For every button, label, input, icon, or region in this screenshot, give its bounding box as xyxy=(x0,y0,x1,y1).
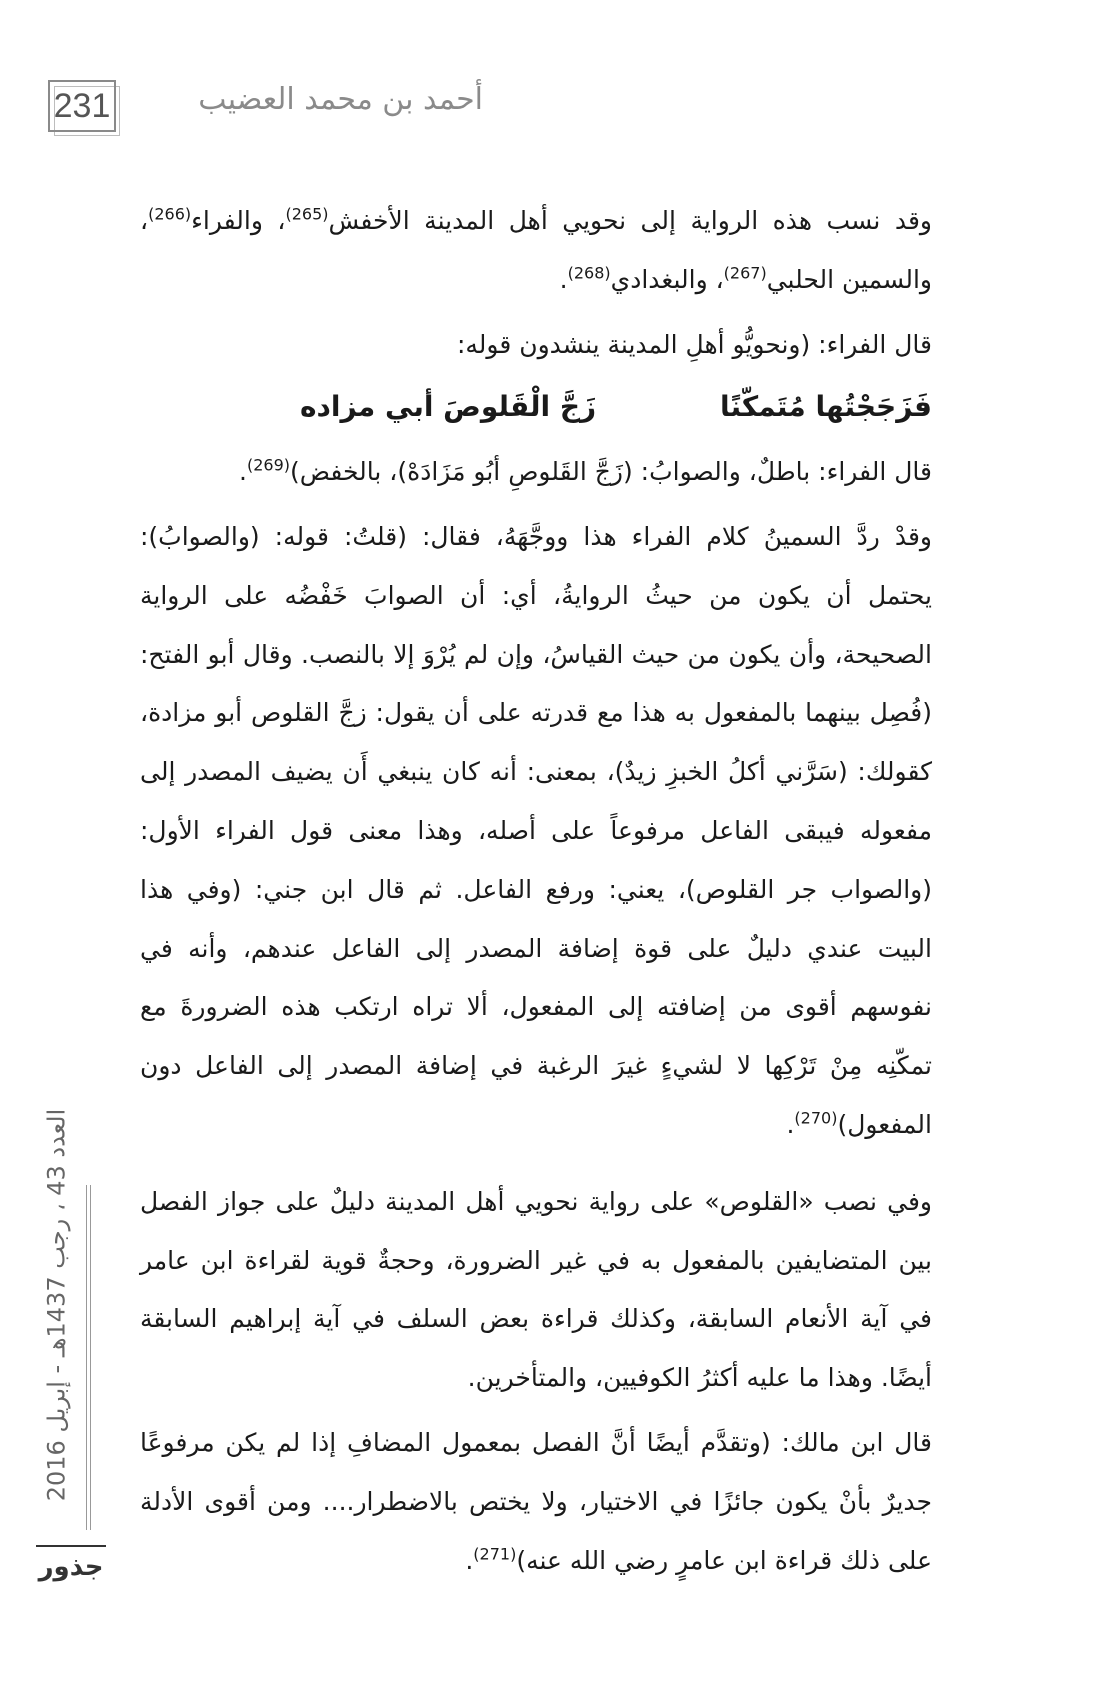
paragraph-2: قال الفراء: (ونحويُّو أهلِ المدينة ينشدون قوله: xyxy=(456,329,932,359)
footnote-ref[interactable]: (265) xyxy=(285,204,329,224)
page-number: 231 xyxy=(48,80,116,132)
footnote-ref[interactable]: (270) xyxy=(794,1108,838,1128)
paragraph-5: وفي نصب «القلوص» على رواية نحويي أهل المدينة دليلٌ على جواز الفصل بين المتضايفين بالمفعول به في غير الضرورة، وحجةٌ قوية لقراءة ابن عامر في آية الأنعام السابقة، وكذلك قراءة بعض السلف في آية إبراهيم السابقة أيضًا. وهذا ما عليه أكثرُ الكوفيين، والمتأخرين. xyxy=(140,1186,932,1393)
verse-second-hemistich: زَجَّ الْقَلوصَ أبي مزاده xyxy=(300,390,597,424)
footnote-ref[interactable]: (269) xyxy=(246,455,290,475)
footnote-ref[interactable]: (266) xyxy=(148,204,192,224)
journal-logo: جذور xyxy=(36,1545,106,1587)
footnote-ref[interactable]: (267) xyxy=(723,263,767,283)
paragraph-1: وقد نسب هذه الرواية إلى نحويي أهل المدينة الأخفش$^{(265)}$، والفراء$^{(266)}$، والسمين الحلبي$^{(267)}$، والبغدادي$^{(268)}$. xyxy=(140,204,932,294)
verse-first-hemistich: فَزَجَجْتُها مُتَمكّنًا xyxy=(719,390,932,424)
page-header xyxy=(0,80,1103,150)
paragraph-3: قال الفراء: باطلٌ، والصوابُ: (زَجَّ القَلوصِ أبُو مَزَادَهْ)، بالخفض)$^{(269)}$. xyxy=(239,455,932,487)
main-text xyxy=(140,192,932,1590)
issue-sidebar xyxy=(36,1090,76,1520)
author-name: أحمد بن محمد العضيب xyxy=(198,82,483,117)
sidebar-divider xyxy=(86,1185,87,1530)
footnote-ref[interactable]: (271) xyxy=(473,1544,517,1564)
poetry-verse xyxy=(140,378,932,437)
paragraph-4: وقدْ ردَّ السمينُ كلام الفراء هذا ووجَّهَهُ، فقال: (قلتُ: قوله: (والصوابُ): يحتمل أن يكون من حيثُ الروايةُ، أي: أن الصوابَ خَفْضُه على الرواية الصحيحة، وأن يكون من حيث القياسُ، وإن لم يُرْوَ إلا بالنصب. وقال أبو الفتح: (فُصِل بينهما بالمفعول به هذا مع قدرته على أن يقول: زجَّ القلوص أبو مزادة، كقولك: (سَرَّني أكلُ الخبزِ زيدٌ)، بمعنى: أنه كان ينبغي أَن يضيف المصدر إلى مفعوله فيبقى الفاعل مرفوعاً على أصله، وهذا معنى قول الفراء الأول: (والصواب جر القلوص)، يعني: ورفع الفاعل. ثم قال ابن جني: (وفي هذا البيت عندي دليلٌ على قوة إضافة المصدر إلى الفاعل عندهم، وأنه في نفوسهم أقوى من إضافته إلى المفعول، ألا تراه ارتكب هذه الضرورةَ مع تمكّنِه مِنْ تَرْكِها لا لشيءٍ غيرَ الرغبة في إضافة المصدر إلى الفاعل دون المفعول)$^{(270)}$. xyxy=(140,521,932,1139)
sidebar-divider xyxy=(90,1185,91,1530)
paragraph-6: قال ابن مالك: (وتقدَّم أيضًا أنَّ الفصل بمعمول المضافِ إذا لم يكن مرفوعًا جديرٌ بأنْ يكون جائزًا في الاختيار، ولا يختص بالاضطرار.... ومن أقوى الأدلة على ذلك قراءة ابن عامرٍ رضي الله عنه)$^{(271)}$. xyxy=(140,1427,932,1575)
footnote-ref[interactable]: (268) xyxy=(567,263,611,283)
issue-info: العدد 43 ، رجب 1437هـ - إبريل 2016 xyxy=(42,1108,70,1502)
